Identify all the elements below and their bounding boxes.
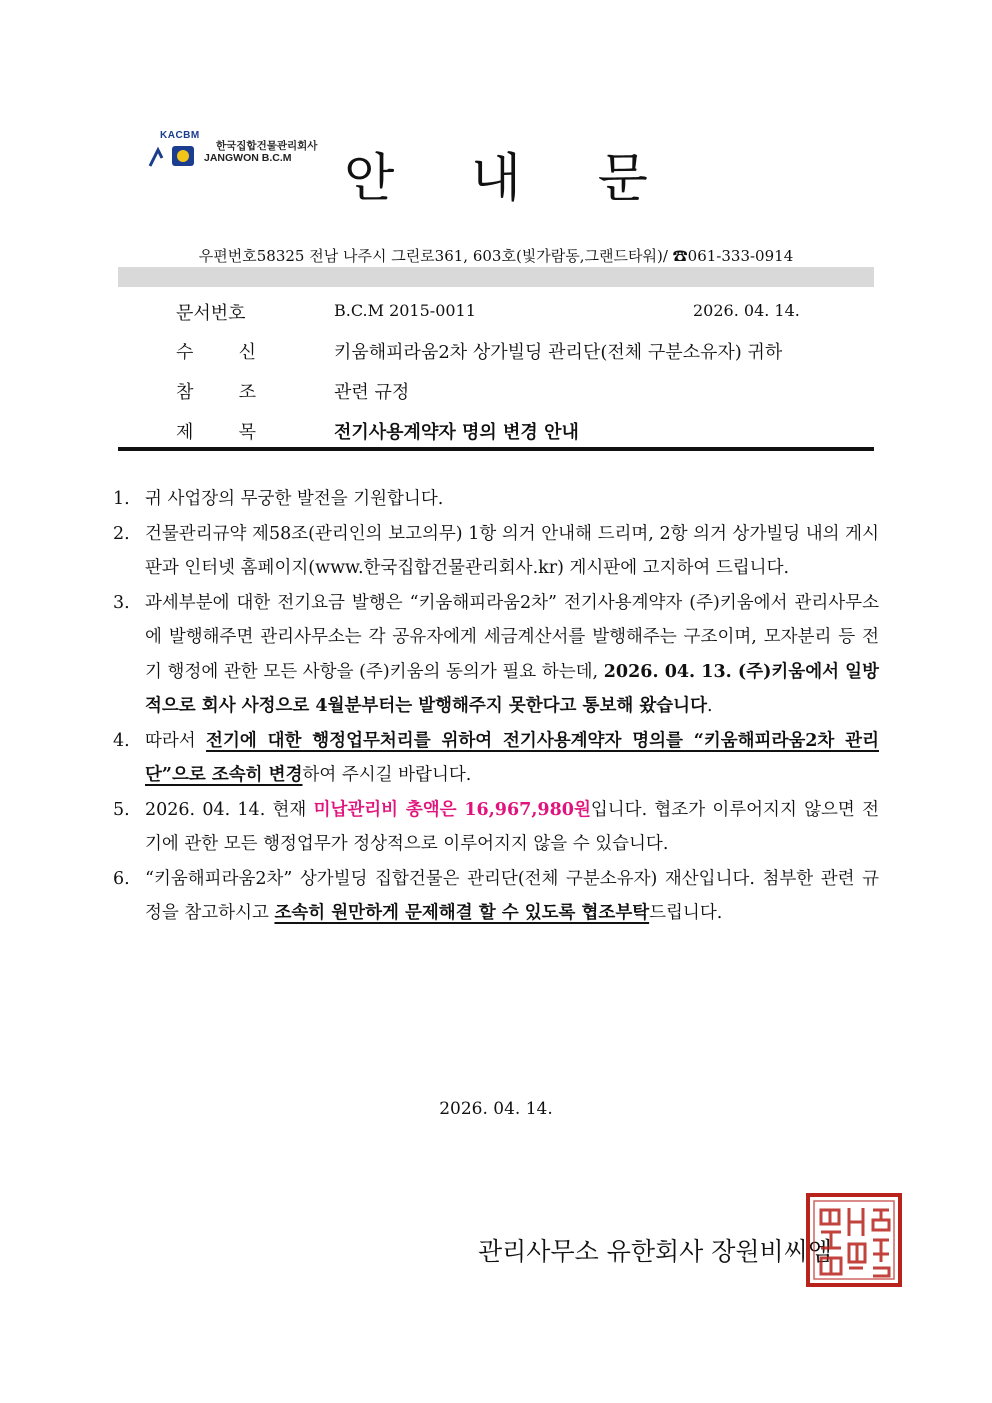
closing-date: 2026. 04. 14. [439, 1099, 553, 1119]
notice-4-emphasis: 전기에 대한 행정업무처리를 위하여 전기사용계약자 명의를 “키움해피라움2차 관리단”으로 조속히 변경 [145, 730, 879, 785]
notice-6-emphasis: 조속히 원만하게 문제해결 할 수 있도록 협조부탁 [274, 903, 650, 923]
recipient-value: 키움해피라움2차 상가빌딩 관리단(전체 구분소유자) 귀하 [334, 342, 783, 363]
notice-item-6: 6. “키움해피라움2차” 상가빌딩 집합건물은 관리단(전체 구분소유자) 재산입니다. 첨부한 관련 규정을 참고하시고 조속히 원만하게 문제해결 할 수 있도록 협조부탁드립니다. [113, 868, 879, 923]
notice-items [113, 482, 879, 931]
notice-item-4: 4. 따라서 전기에 대한 행정업무처리를 위하여 전기사용계약자 명의를 “키움해피라움2차 관리단”으로 조속히 변경하여 주시길 바랍니다. [113, 730, 879, 785]
header-divider-bar [118, 267, 874, 287]
recipient-row [118, 330, 874, 370]
doc-number-label: 문서번호 [176, 303, 246, 324]
reference-value: 관련 규정 [334, 382, 410, 403]
reference-label: 참 조 [176, 382, 256, 403]
subject-value: 전기사용계약자 명의 변경 안내 [334, 422, 579, 443]
logo-acronym: KACBM [160, 130, 200, 141]
unpaid-total: 미납관리비 총액은 16,967,980원 [313, 799, 591, 820]
logo-korean-name: 한국집합건물관리회사 [216, 140, 318, 152]
document-title: 안 내 문 [344, 149, 678, 209]
notice-item-1: 1. 귀 사업장의 무궁한 발전을 기원합니다. [113, 489, 444, 509]
doc-number-row [118, 291, 874, 331]
logo-english-name: JANGWON B.C.M [204, 152, 292, 164]
notice-item-2: 2. 건물관리규약 제58조(관리인의 보고의무) 1항 의거 안내해 드리며, 2항 의거 상가빌딩 내의 게시판과 인터넷 홈페이지(www.한국집합건물관리회사.kr) 게시판에 고지하여 드립니다. [113, 523, 879, 578]
subject-label: 제 목 [176, 422, 256, 443]
recipient-label: 수 신 [176, 342, 256, 363]
notice-3-emphasis: 2026. 04. 13. (주)키움에서 일방적으로 회사 사정으로 4월분부터는 발행해주지 못한다고 통보해 왔습니다 [145, 661, 879, 716]
header-rule [118, 447, 874, 451]
reference-row [118, 370, 874, 410]
address-line: 우편번호58325 전남 나주시 그린로361, 603호(빛가람동,그랜드타워)/ ☎061-333-0914 [198, 247, 794, 265]
notice-item-3: 3. 과세부분에 대한 전기요금 발행은 “키움해피라움2차” 전기사용계약자 (주)키움에서 관리사무소에 발행해주면 관리사무소는 각 공유자에게 세금계산서를 발행해주는 구조이며, 모자분리 등 전기 행정에 관한 모든 사항을 (주)키움의 동의가 필요 하는데, 2026. 04. 13. (주)키움에서 일방적으로 회사 사정으로 4월분부터는 발행해주지 못한다고 통보해 왔습니다. [113, 592, 879, 716]
official-seal-icon [805, 1192, 903, 1288]
doc-number-value: B.C.M 2015-0011 [334, 301, 476, 320]
notice-item-5: 5. 2026. 04. 14. 현재 미납관리비 총액은 16,967,980원입니다. 협조가 이루어지지 않으면 전기에 관한 모든 행정업무가 정상적으로 이루어지지 않을 수 있습니다. [113, 799, 879, 854]
subject-row [118, 410, 874, 450]
sender-name: 관리사무소 유한회사 장원비씨엠 [478, 1237, 832, 1266]
doc-date: 2026. 04. 14. [693, 301, 800, 320]
